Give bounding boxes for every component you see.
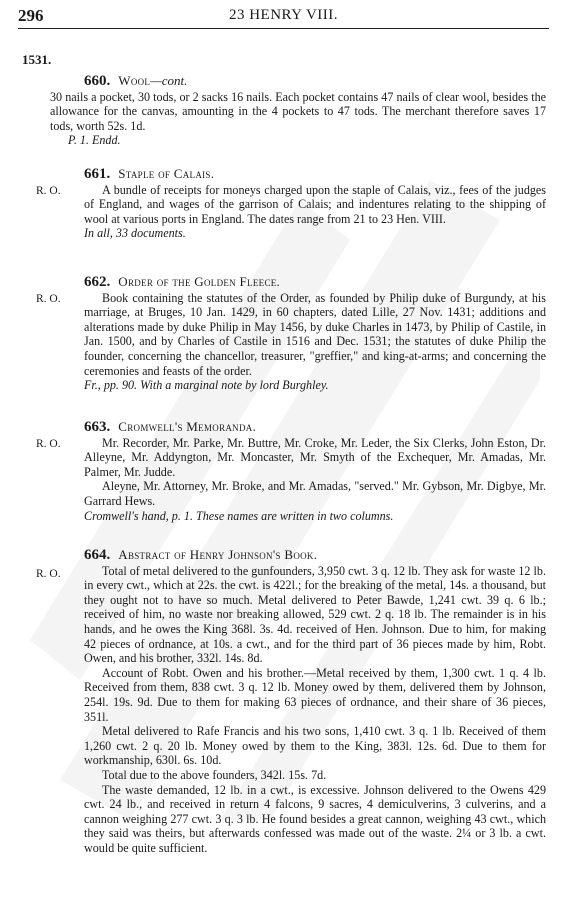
entry-663 xyxy=(84,420,546,523)
entry-664 xyxy=(84,548,546,855)
entry-heading: Staple of Calais. xyxy=(118,166,215,181)
entry-footnote: In all, 33 documents. xyxy=(84,226,186,241)
page-number: 296 xyxy=(18,6,44,25)
entry-number: 661. xyxy=(84,166,111,182)
entry-paragraph: Account of Robt. Owen and his brother.—Metal received by them, 1,300 cwt. 1 q. 4 lb. Received from them, 838 cwt. 3 q. 12 lb. Money owed by them, delivered them by Johnson, 254l. 19s. 9d. Due to them for making 63 pieces of ordnance, and their share of 36 pieces, 351l. xyxy=(84,665,546,724)
entry-paragraph: A bundle of receipts for moneys charged upon the staple of Calais, viz., fees of the judges of England, and wages of the garrison of Calais; and indentures relating to the shipping of wool at various ports in England. The dates range from 21 to 23 Hen. VIII. xyxy=(84,182,546,226)
entry-title xyxy=(84,74,546,89)
entry-paragraph: Book containing the statutes of the Order, as founded by Philip duke of Burgundy, at his marriage, at Bruges, 10 Jan. 1429, in 60 chapters, dated Lille, 27 Nov. 1431; additions and alterations made by duke Philip in May 1456, by duke Charles in 1473, by Philip of Castile, in Jan. 1500, and by Charles of Castile in 1516 and Dec. 1531; the statutes of duke Philip the founder, concerning the chancellor, treasurer, "greffier," and king-at-arms; and concerning the ceremonies and feasts of the order. xyxy=(84,290,546,378)
margin-reference: R. O. xyxy=(36,568,61,580)
running-title: 23 HENRY VIII. xyxy=(228,7,339,23)
entry-heading: Order of the Golden Fleece. xyxy=(118,274,281,289)
entry-title xyxy=(84,548,546,563)
entry-number: 662. xyxy=(84,274,111,290)
margin-reference: R. O. xyxy=(36,185,61,197)
entry-heading: Wool xyxy=(118,73,151,88)
entry-661 xyxy=(84,167,546,241)
margin-reference: R. O. xyxy=(36,438,61,450)
entry-footnote: Fr., pp. 90. With a marginal note by lord Burghley. xyxy=(84,378,329,393)
entry-heading: Abstract of Henry Johnson's Book. xyxy=(118,547,318,562)
entry-paragraph: 30 nails a pocket, 30 tods, or 2 sacks 16 nails. Each pocket contains 47 nails of clear wool, besides the allowance for the canvas, amounting in the 4 pockets to 47 tods. The merchant therefore saves 17 tods, worth 52s. 1d. xyxy=(50,89,546,133)
entry-title xyxy=(84,167,546,182)
entry-paragraph: Metal delivered to Rafe Francis and his two sons, 1,410 cwt. 3 q. 1 lb. Received of them 1,260 cwt. 2 q. 20 lb. Money owed by them to the King, 383l. 12s. 6d. Due to them for workmanship, 630l. 6s. 10d. xyxy=(84,724,546,768)
entry-662 xyxy=(84,275,546,393)
entry-footnote: Cromwell's hand, p. 1. These names are written in two columns. xyxy=(84,508,394,523)
entry-paragraph: Total due to the above founders, 342l. 15s. 7d. xyxy=(102,767,327,782)
margin-reference: R. O. xyxy=(36,293,61,305)
page-header xyxy=(18,6,549,29)
entry-heading-suffix: —cont. xyxy=(150,73,188,88)
entry-660 xyxy=(50,73,546,148)
entry-paragraph: Total of metal delivered to the gunfounders, 3,950 cwt. 3 q. 12 lb. They ask for waste 12 lb. in every cwt., which at 22s. the cwt. is 422l.; for the breaking of the metal, 14s. a thousand, but they ought not to have so much. Metal delivered to Peter Bawde, 1,241 cwt. 39 q. 6 lb.; received of him, no waste nor breaking allowed, 529 cwt. 2 q. 18 lb. The remainder is in his hands, and he owes the King 368l. 3s. 4d. received of Hen. Johnson. Due to him, for making 42 pieces of ordnance, at 10s. a cwt., and for the third part of 36 pieces made by him, Robt. Owen, and his brother, 332l. 14s. 8d. xyxy=(84,563,546,666)
year-label: 1531. xyxy=(22,52,52,67)
entry-title xyxy=(84,420,546,435)
entry-number: 664. xyxy=(84,547,111,563)
entry-heading: Cromwell's Memoranda. xyxy=(118,419,257,434)
entry-footnote: P. 1. Endd. xyxy=(68,133,121,148)
entry-paragraph: Mr. Recorder, Mr. Parke, Mr. Buttre, Mr. Croke, Mr. Leder, the Six Clerks, John Eston, Dr. Alleyne, Mr. Addyngton, Mr. Moncaster, Mr. Smyth of the Exchequer, Mr. Amadas, Mr. Palmer, Mr. Judde. xyxy=(84,435,546,479)
entry-number: 663. xyxy=(84,419,111,435)
entry-number: 660. xyxy=(84,73,111,89)
entry-paragraph: The waste demanded, 12 lb. in a cwt., is excessive. Johnson delivered to the Owens 429 cwt. 24 lb., and received in return 4 falcons, 9 sacres, 4 demiculverins, 3 culverins, and a cannon weighing 277 cwt. 3 q. 3 lb. He found besides a great cannon, weighing 43 cwt., which they said was theirs, but afterwards confessed was made out of the waste. 2¼ or 3 lb. a cwt. would be quite sufficient. xyxy=(84,782,546,855)
entry-title xyxy=(84,275,546,290)
entry-paragraph: Aleyne, Mr. Attorney, Mr. Broke, and Mr. Amadas, "served." Mr. Gybson, Mr. Digbye, Mr. Garrard Hews. xyxy=(84,479,546,508)
